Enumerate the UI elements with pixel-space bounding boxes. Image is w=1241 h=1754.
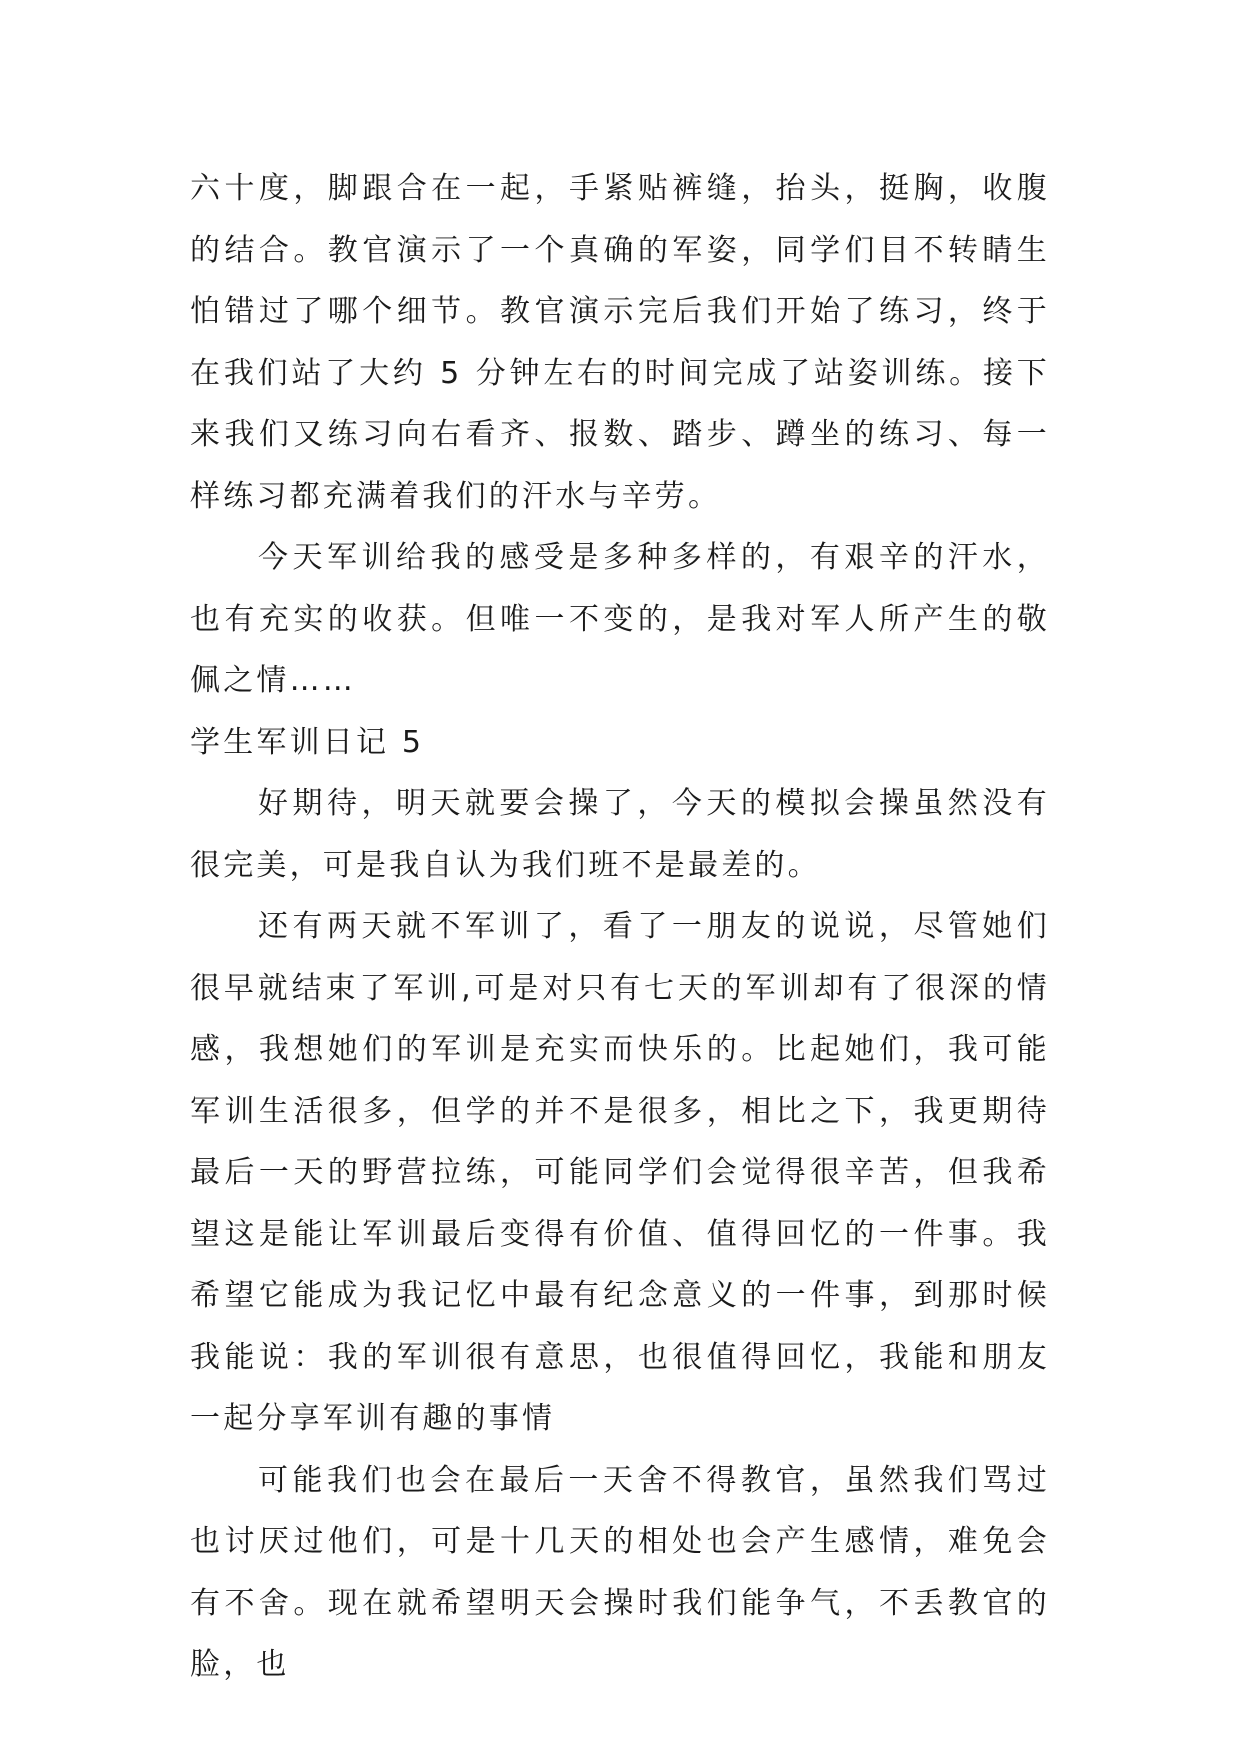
- paragraph-expectation: 好期待，明天就要会操了，今天的模拟会操虽然没有很完美，可是我自认为我们班不是最差的。: [190, 786, 1050, 883]
- paragraph-feelings: 今天军训给我的感受是多种多样的，有艰辛的汗水，也有充实的收获。但唯一不变的，是我对军人所产生的敬佩之情……: [190, 540, 1050, 698]
- section-heading: 学生军训日记 5: [190, 724, 425, 760]
- paragraph-two-days-left: 还有两天就不军训了，看了一朋友的说说，尽管她们很早就结束了军训,可是对只有七天的军训却有了很深的情感，我想她们的军训是充实而快乐的。比起她们，我可能军训生活很多，但学的并不是很多，相比之下，我更期待最后一天的野营拉练，可能同学们会觉得很辛苦，但我希望这是能让军训最后变得有价值、值得回忆的一件事。我希望它能成为我记忆中最有纪念意义的一件事，到那时候我能说：我的军训很有意思，也很值得回忆，我能和朋友一起分享军训有趣的事情: [190, 909, 1050, 1436]
- paragraph-instructors: 可能我们也会在最后一天舍不得教官，虽然我们骂过也讨厌过他们，可是十几天的相处也会产生感情，难免会有不舍。现在就希望明天会操时我们能争气，不丢教官的脸，也: [190, 1462, 1050, 1682]
- document-page: [190, 158, 1050, 1696]
- paragraph-military-posture: 六十度，脚跟合在一起，手紧贴裤缝，抬头，挺胸，收腹的结合。教官演示了一个真确的军姿，同学们目不转睛生怕错过了哪个细节。教官演示完后我们开始了练习，终于在我们站了大约 5 分钟左右的时间完成了站姿训练。接下来我们又练习向右看齐、报数、踏步、蹲坐的练习、每一样练习都充满着我们的汗水与辛劳。: [190, 171, 1050, 514]
